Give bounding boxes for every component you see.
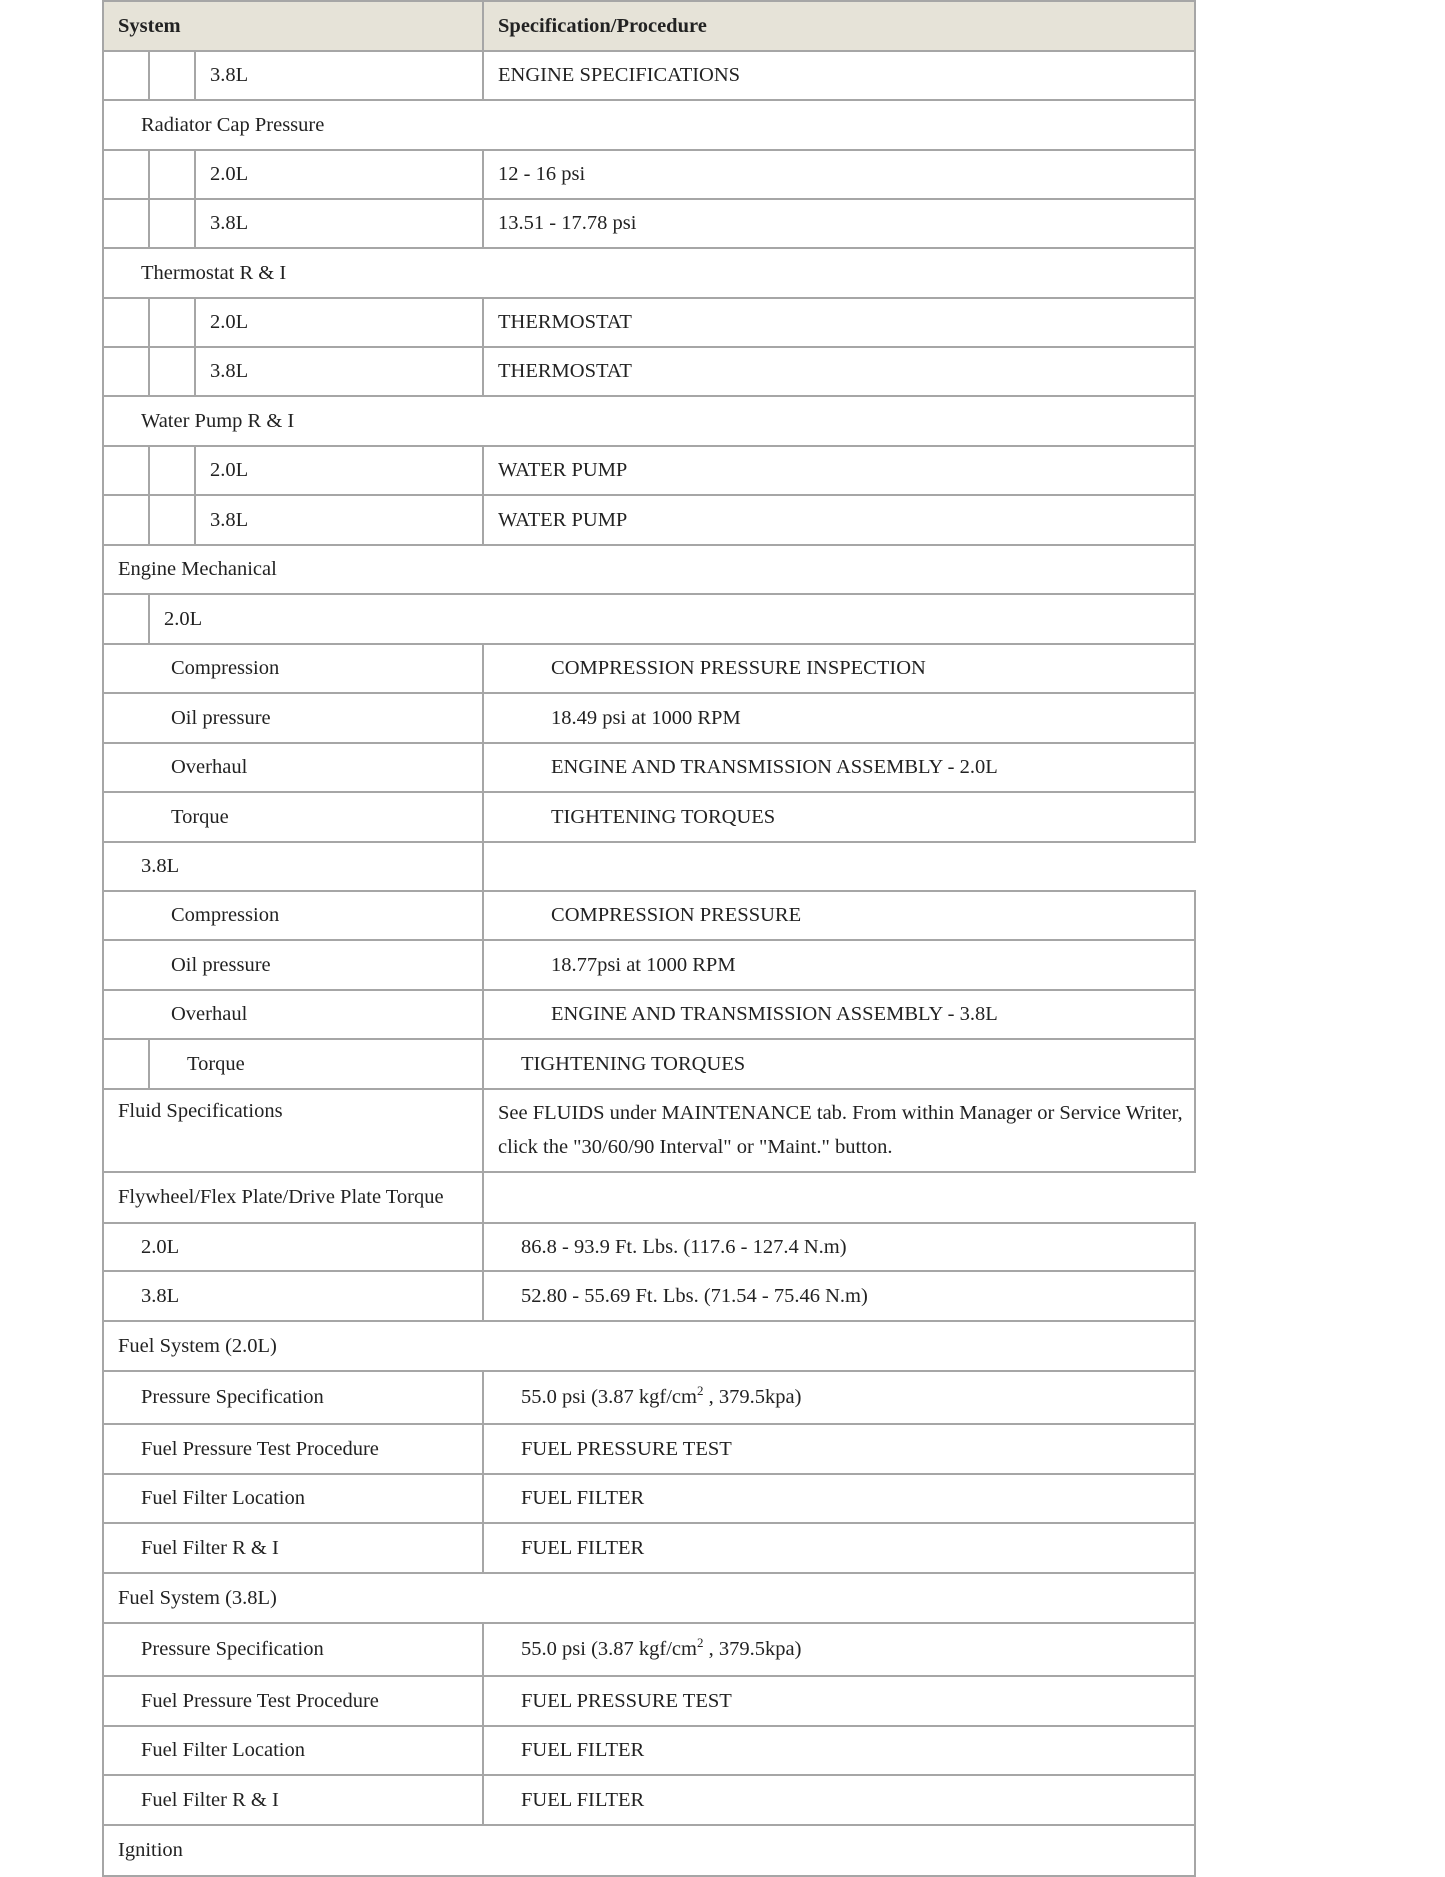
row-label: 2.0L [195, 298, 483, 347]
table-row [103, 1371, 1195, 1424]
table-row [103, 891, 1195, 940]
header-system: System [103, 1, 483, 51]
value-text: , 379.5kpa) [703, 1386, 802, 1408]
row-value: WATER PUMP [483, 446, 1195, 495]
table-row [103, 1271, 1195, 1321]
indent-cell [149, 347, 195, 396]
table-row [103, 842, 1195, 891]
indent-cell [103, 1039, 149, 1089]
section-heading: Radiator Cap Pressure [103, 100, 1195, 150]
category-heading: Flywheel/Flex Plate/Drive Plate Torque [103, 1172, 483, 1223]
row-label: Fuel Filter Location [103, 1726, 483, 1775]
row-label: 3.8L [195, 51, 483, 100]
row-label: 2.0L [195, 150, 483, 199]
subsection-heading: 3.8L [103, 842, 483, 891]
table-row [103, 594, 1195, 644]
row-label: 3.8L [195, 347, 483, 396]
row-value: COMPRESSION PRESSURE INSPECTION [483, 644, 1195, 693]
row-value [483, 1371, 1195, 1424]
table-row [103, 396, 1195, 446]
row-label: Fuel Pressure Test Procedure [103, 1424, 483, 1474]
table-row [103, 150, 1195, 199]
row-value [483, 1623, 1195, 1676]
row-label: Oil pressure [103, 693, 483, 743]
row-value: 18.77psi at 1000 RPM [483, 940, 1195, 990]
row-label: 2.0L [103, 1223, 483, 1271]
table-row [103, 1775, 1195, 1825]
row-value: 18.49 psi at 1000 RPM [483, 693, 1195, 743]
row-label: 3.8L [195, 199, 483, 248]
table-row [103, 298, 1195, 347]
indent-cell [103, 150, 149, 199]
category-heading: Fuel System (2.0L) [103, 1321, 1195, 1371]
row-value: TIGHTENING TORQUES [483, 1039, 1195, 1089]
superscript: 2 [696, 1635, 704, 1651]
table-row [103, 644, 1195, 693]
table-row [103, 248, 1195, 298]
indent-cell [149, 298, 195, 347]
empty-cell [483, 1172, 1195, 1223]
indent-cell [103, 51, 149, 100]
row-label: 3.8L [195, 495, 483, 545]
indent-cell [103, 495, 149, 545]
row-value: FUEL FILTER [483, 1474, 1195, 1523]
row-value: ENGINE SPECIFICATIONS [483, 51, 1195, 100]
table-row [103, 100, 1195, 150]
table-row [103, 1089, 1195, 1172]
table-row [103, 199, 1195, 248]
table-row [103, 1573, 1195, 1623]
row-value: THERMOSTAT [483, 298, 1195, 347]
table-row [103, 1623, 1195, 1676]
table-row [103, 1825, 1195, 1876]
row-label: Fuel Pressure Test Procedure [103, 1676, 483, 1726]
row-value: FUEL PRESSURE TEST [483, 1676, 1195, 1726]
row-value: TIGHTENING TORQUES [483, 792, 1195, 842]
row-value: 13.51 - 17.78 psi [483, 199, 1195, 248]
subsection-heading: 2.0L [149, 594, 1195, 644]
table-row [103, 792, 1195, 842]
category-heading: Ignition [103, 1825, 1195, 1876]
table-row [103, 1523, 1195, 1573]
category-heading: Fluid Specifications [103, 1089, 483, 1172]
row-value: See FLUIDS under MAINTENANCE tab. From within Manager or Service Writer, click the "30/60/90 Interval" or "Maint." button. [483, 1089, 1195, 1172]
table-row [103, 347, 1195, 396]
row-label: Fuel Filter R & I [103, 1523, 483, 1573]
row-value: 52.80 - 55.69 Ft. Lbs. (71.54 - 75.46 N.m) [483, 1271, 1195, 1321]
row-value: FUEL PRESSURE TEST [483, 1424, 1195, 1474]
row-value: FUEL FILTER [483, 1726, 1195, 1775]
indent-cell [149, 446, 195, 495]
value-text: 55.0 psi (3.87 kgf/cm [521, 1638, 697, 1660]
table-row [103, 1726, 1195, 1775]
indent-cell [103, 446, 149, 495]
table-row [103, 693, 1195, 743]
row-value: THERMOSTAT [483, 347, 1195, 396]
row-label: Pressure Specification [103, 1371, 483, 1424]
table-row [103, 990, 1195, 1039]
table-row [103, 1321, 1195, 1371]
row-label: Compression [103, 891, 483, 940]
table-header-row [103, 1, 1195, 51]
indent-cell [103, 594, 149, 644]
table-row [103, 1223, 1195, 1271]
row-label: Pressure Specification [103, 1623, 483, 1676]
row-label: Oil pressure [103, 940, 483, 990]
specification-table [102, 0, 1196, 1877]
indent-cell [149, 495, 195, 545]
row-value: 12 - 16 psi [483, 150, 1195, 199]
indent-cell [103, 298, 149, 347]
value-text: , 379.5kpa) [703, 1638, 802, 1660]
table-row [103, 1474, 1195, 1523]
table-row [103, 446, 1195, 495]
table-row [103, 545, 1195, 594]
indent-cell [149, 150, 195, 199]
row-label: Fuel Filter Location [103, 1474, 483, 1523]
table-row [103, 51, 1195, 100]
table-row [103, 1676, 1195, 1726]
row-value: ENGINE AND TRANSMISSION ASSEMBLY - 3.8L [483, 990, 1195, 1039]
row-label: Compression [103, 644, 483, 693]
table-row [103, 1039, 1195, 1089]
row-label: 3.8L [103, 1271, 483, 1321]
table-row [103, 743, 1195, 792]
row-label: Overhaul [103, 743, 483, 792]
table-row [103, 495, 1195, 545]
row-label: 2.0L [195, 446, 483, 495]
empty-cell [483, 842, 1195, 891]
row-value: FUEL FILTER [483, 1523, 1195, 1573]
row-value: WATER PUMP [483, 495, 1195, 545]
value-text: 55.0 psi (3.87 kgf/cm [521, 1386, 697, 1408]
row-label: Fuel Filter R & I [103, 1775, 483, 1825]
row-value: COMPRESSION PRESSURE [483, 891, 1195, 940]
row-label: Torque [103, 792, 483, 842]
row-value: ENGINE AND TRANSMISSION ASSEMBLY - 2.0L [483, 743, 1195, 792]
indent-cell [149, 199, 195, 248]
header-specification: Specification/Procedure [483, 1, 1195, 51]
indent-cell [103, 199, 149, 248]
superscript: 2 [696, 1383, 704, 1399]
table-row [103, 940, 1195, 990]
table-row [103, 1172, 1195, 1223]
section-heading: Thermostat R & I [103, 248, 1195, 298]
table-row [103, 1424, 1195, 1474]
row-value: 86.8 - 93.9 Ft. Lbs. (117.6 - 127.4 N.m) [483, 1223, 1195, 1271]
row-value: FUEL FILTER [483, 1775, 1195, 1825]
indent-cell [149, 51, 195, 100]
section-heading: Water Pump R & I [103, 396, 1195, 446]
indent-cell [103, 347, 149, 396]
category-heading: Fuel System (3.8L) [103, 1573, 1195, 1623]
row-label: Torque [149, 1039, 483, 1089]
category-heading: Engine Mechanical [103, 545, 1195, 594]
row-label: Overhaul [103, 990, 483, 1039]
